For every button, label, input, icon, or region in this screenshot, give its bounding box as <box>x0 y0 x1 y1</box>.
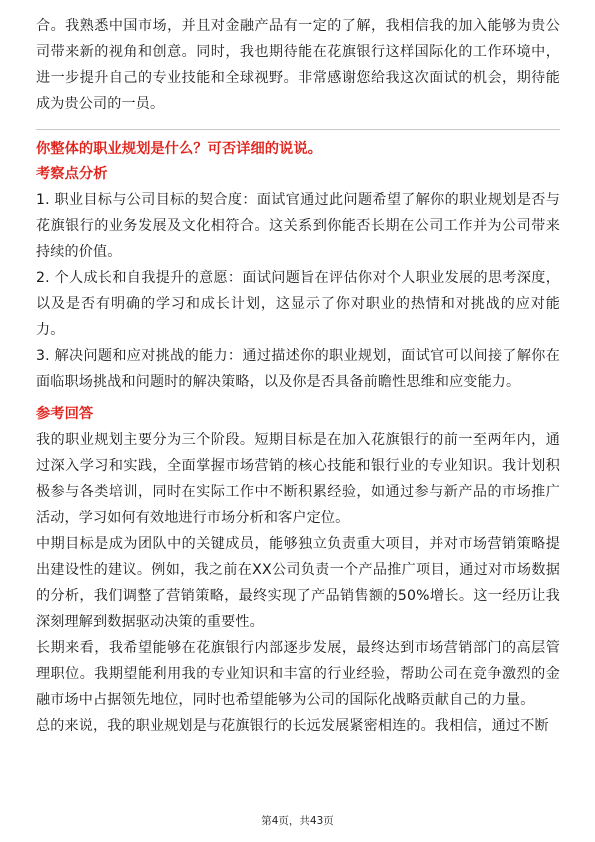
answer-paragraph-3: 长期来看，我希望能够在花旗银行内部逐步发展，最终达到市场营销部门的高层管理职位。我期望能利用我的专业知识和丰富的行业经验，帮助公司在竞争激烈的金融市场中占据领先地位，同时也希望能够为公司的国际化战略贡献自己的力量。 <box>36 640 560 708</box>
analysis-item-3: 3. 解决问题和应对挑战的能力：通过描述你的职业规划，面试官可以间接了解你在面临职场挑战和问题时的解决策略，以及你是否具备前瞻性思维和应变能力。 <box>36 348 560 390</box>
answer-heading: 参考回答 <box>36 406 94 422</box>
question-title: 你整体的职业规划是什么？可否详细的说说。 <box>36 141 322 157</box>
answer-paragraph-2: 中期目标是成为团队中的关键成员，能够独立负责重大项目，并对市场营销策略提出建设性的建议。例如，我之前在XX公司负责一个产品推广项目，通过对市场数据的分析，我们调整了营销策略，最终实现了产品销售额的50%增长。这一经历让我深刻理解到数据驱动决策的重要性。 <box>36 536 560 630</box>
page-number: 第4页，共43页 <box>261 815 334 827</box>
analysis-item-1: 1. 职业目标与公司目标的契合度：面试官通过此问题希望了解你的职业规划是否与花旗银行的业务发展及文化相符合。这关系到你能否长期在公司工作并为公司带来持续的价值。 <box>36 192 560 260</box>
answer-paragraph-1: 我的职业规划主要分为三个阶段。短期目标是在加入花旗银行的前一至两年内，通过深入学习和实践，全面掌握市场营销的核心技能和银行业的专业知识。我计划积极参与各类培训，同时在实际工作中不断积累经验，如通过参与新产品的市场推广活动，学习如何有效地进行市场分析和客户定位。 <box>36 432 560 526</box>
section-divider <box>36 129 560 130</box>
answer-paragraph-4: 总的来说，我的职业规划是与花旗银行的长远发展紧密相连的。我相信，通过不断 <box>36 718 549 734</box>
page-content <box>36 13 560 739</box>
analysis-item-2: 2. 个人成长和自我提升的意愿：面试问题旨在评估你对个人职业发展的思考深度，以及是否有明确的学习和成长计划，这显示了你对职业的热情和对挑战的应对能力。 <box>36 270 560 338</box>
analysis-heading: 考察点分析 <box>36 166 108 182</box>
intro-paragraph: 合。我熟悉中国市场，并且对金融产品有一定的了解，我相信我的加入能够为贵公司带来新的视角和创意。同时，我也期待能在花旗银行这样国际化的工作环境中，进一步提升自己的专业技能和全球视野。非常感谢您给我这次面试的机会，期待能成为贵公司的一员。 <box>36 18 560 112</box>
